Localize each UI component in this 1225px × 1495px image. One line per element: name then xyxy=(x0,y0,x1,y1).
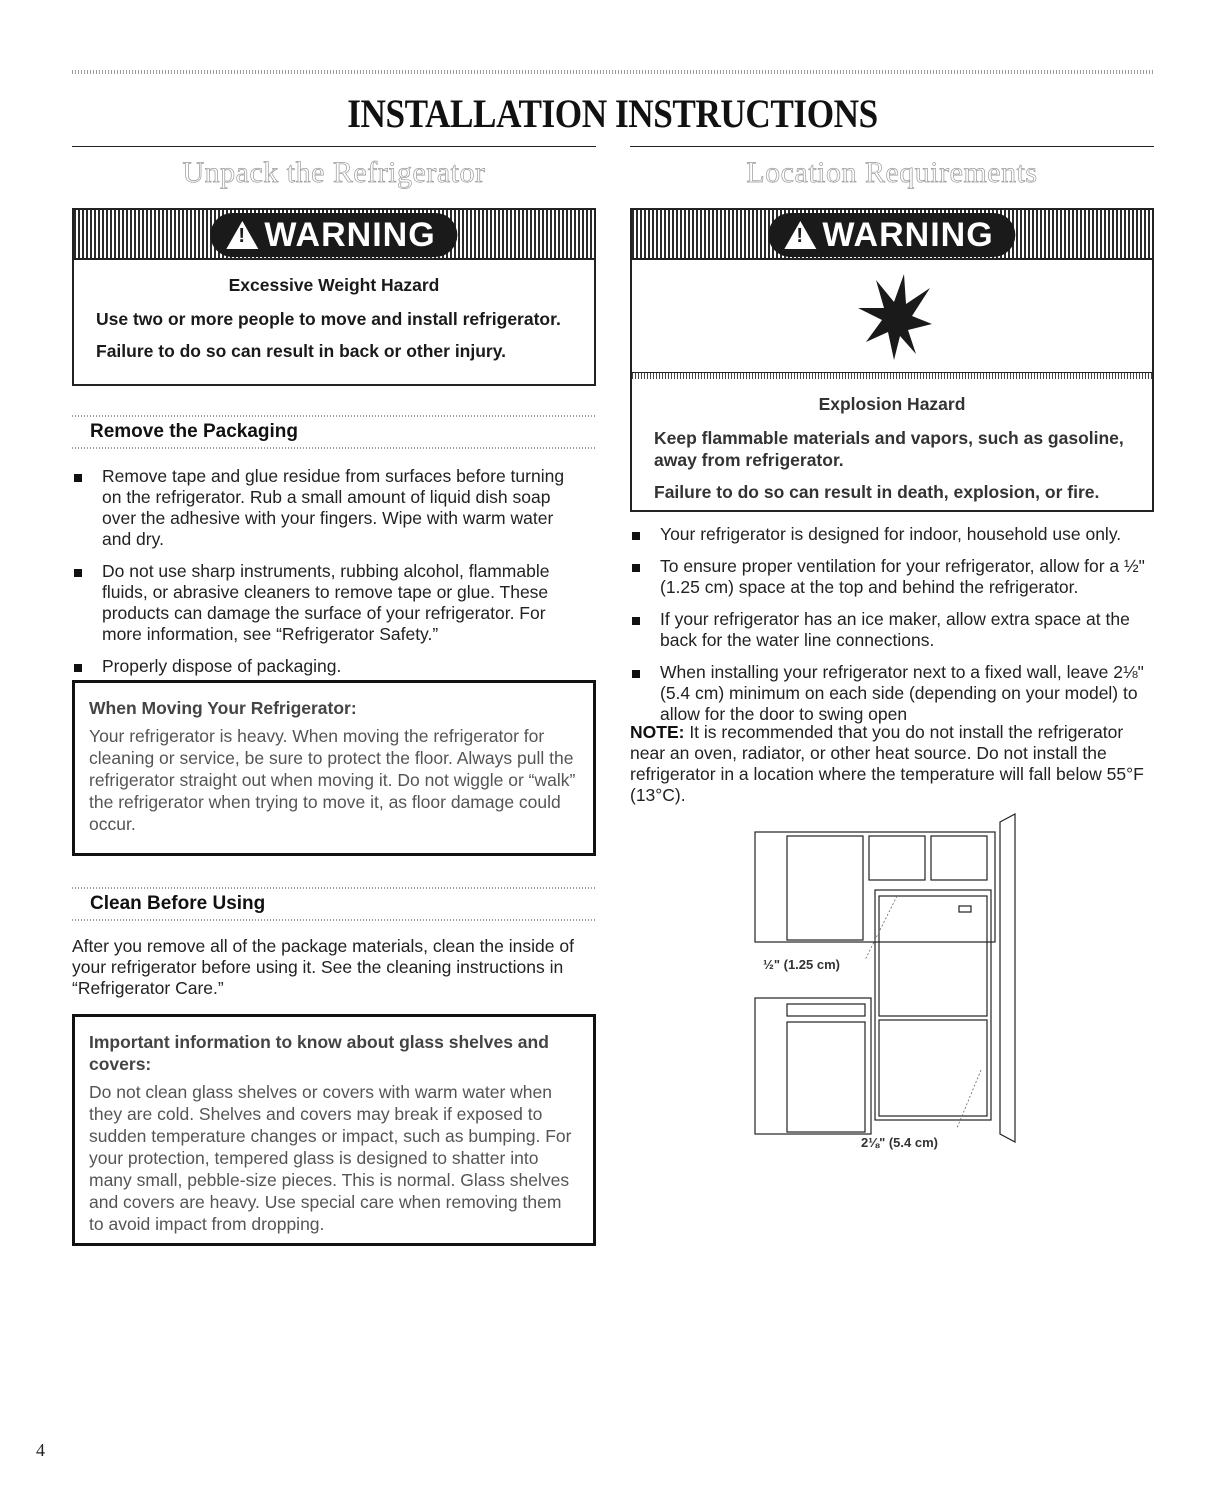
warning-triangle-icon xyxy=(226,221,258,249)
warning-word: WARNING xyxy=(264,216,436,254)
glass-box-text: Do not clean glass shelves or covers with warm water when they are cold. Shelves and covers may break if exposed to sudden temperature changes or impact, such as bumping. For your protection, tempered glass is designed to shatter into many small, pebble-size pieces. This is normal. Glass shelves and covers are heavy. Use special care when removing them to avoid impact from dropping. xyxy=(89,1082,572,1234)
section-title-unpack: Unpack the Refrigerator xyxy=(182,156,486,189)
moving-refrigerator-box xyxy=(72,680,596,856)
note-text: It is recommended that you do not install the refrigerator near an oven, radiator, or other heat source. Do not install the refrigerator in a location where the temperature will fall below 55°F (13°C). xyxy=(630,722,1144,805)
list-item: Properly dispose of packaging. xyxy=(72,656,586,677)
warning-body xyxy=(632,379,1152,523)
top-clearance-label: ½" (1.25 cm) xyxy=(763,957,840,972)
clean-before-using-heading: Clean Before Using xyxy=(72,884,596,921)
clearance-diagram xyxy=(745,812,1045,1152)
page-title: INSTALLATION INSTRUCTIONS xyxy=(347,91,878,136)
list-item: Do not use sharp instruments, rubbing alcohol, flammable fluids, or abrasive cleaners to remove tape or glue. These products can damage the surface of your refrigerator. For more information, see “Refrigerator Safety.” xyxy=(72,561,586,645)
location-requirements-list xyxy=(630,524,1150,736)
remove-packaging-list xyxy=(72,466,586,688)
clean-before-using-text: After you remove all of the package materials, clean the inside of your refrigerator before using it. See the cleaning instructions in “Refrigerator Care.” xyxy=(72,936,574,998)
warning-label xyxy=(210,213,457,257)
list-item: Your refrigerator is designed for indoor, household use only. xyxy=(630,524,1150,545)
warning-divider xyxy=(632,372,1152,379)
moving-box-title: When Moving Your Refrigerator: xyxy=(89,698,357,718)
warning-label xyxy=(768,213,1015,257)
warning-instruction: Use two or more people to move and install refrigerator. xyxy=(96,309,561,329)
note-label: NOTE: xyxy=(630,722,685,742)
warning-consequence: Failure to do so can result in death, explosion, or fire. xyxy=(654,482,1100,502)
list-item: Remove tape and glue residue from surfaces before turning on the refrigerator. Rub a small amount of liquid dish soap over the adhesive with your fingers. Wipe with warm water and dry. xyxy=(72,466,586,550)
list-item: To ensure proper ventilation for your refrigerator, allow for a ½" (1.25 cm) space at the top and behind the refrigerator. xyxy=(630,556,1150,598)
warning-consequence: Failure to do so can result in back or other injury. xyxy=(96,341,507,361)
warning-word: WARNING xyxy=(822,216,994,254)
list-item: When installing your refrigerator next to a fixed wall, leave 2⅛" (5.4 cm) minimum on each side (depending on your model) to allow for the door to swing open xyxy=(630,662,1150,725)
location-note xyxy=(630,722,1150,806)
glass-shelves-box xyxy=(72,1014,596,1246)
warning-banner xyxy=(74,210,594,260)
warning-body xyxy=(74,260,594,382)
warning-banner xyxy=(632,210,1152,260)
remove-packaging-heading: Remove the Packaging xyxy=(72,412,596,449)
left-column-rule xyxy=(72,146,596,147)
warning-heading: Explosion Hazard xyxy=(818,394,966,414)
right-column-rule xyxy=(630,146,1154,147)
weight-hazard-warning xyxy=(72,208,596,386)
warning-triangle-icon xyxy=(784,221,816,249)
side-clearance-label: 2⅛" (5.4 cm) xyxy=(861,1135,938,1150)
explosion-icon-area xyxy=(632,260,1152,372)
moving-box-text: Your refrigerator is heavy. When moving the refrigerator for cleaning or service, be sure to protect the floor. Always pull the refrigerator straight out when moving it. Do not wiggle or “walk” the refrigerator when trying to move it, as floor damage could occur. xyxy=(89,726,576,834)
warning-instruction: Keep flammable materials and vapors, such as gasoline, away from refrigerator. xyxy=(654,428,1124,470)
warning-heading: Excessive Weight Hazard xyxy=(228,275,440,295)
glass-box-title: Important information to know about glass shelves and covers: xyxy=(89,1032,549,1074)
explosion-icon xyxy=(854,272,934,362)
page-number: 4 xyxy=(36,1440,45,1460)
section-title-location: Location Requirements xyxy=(746,156,1038,189)
explosion-hazard-warning xyxy=(630,208,1154,512)
top-decorative-rule xyxy=(72,70,1154,74)
list-item: If your refrigerator has an ice maker, allow extra space at the back for the water line connections. xyxy=(630,609,1150,651)
